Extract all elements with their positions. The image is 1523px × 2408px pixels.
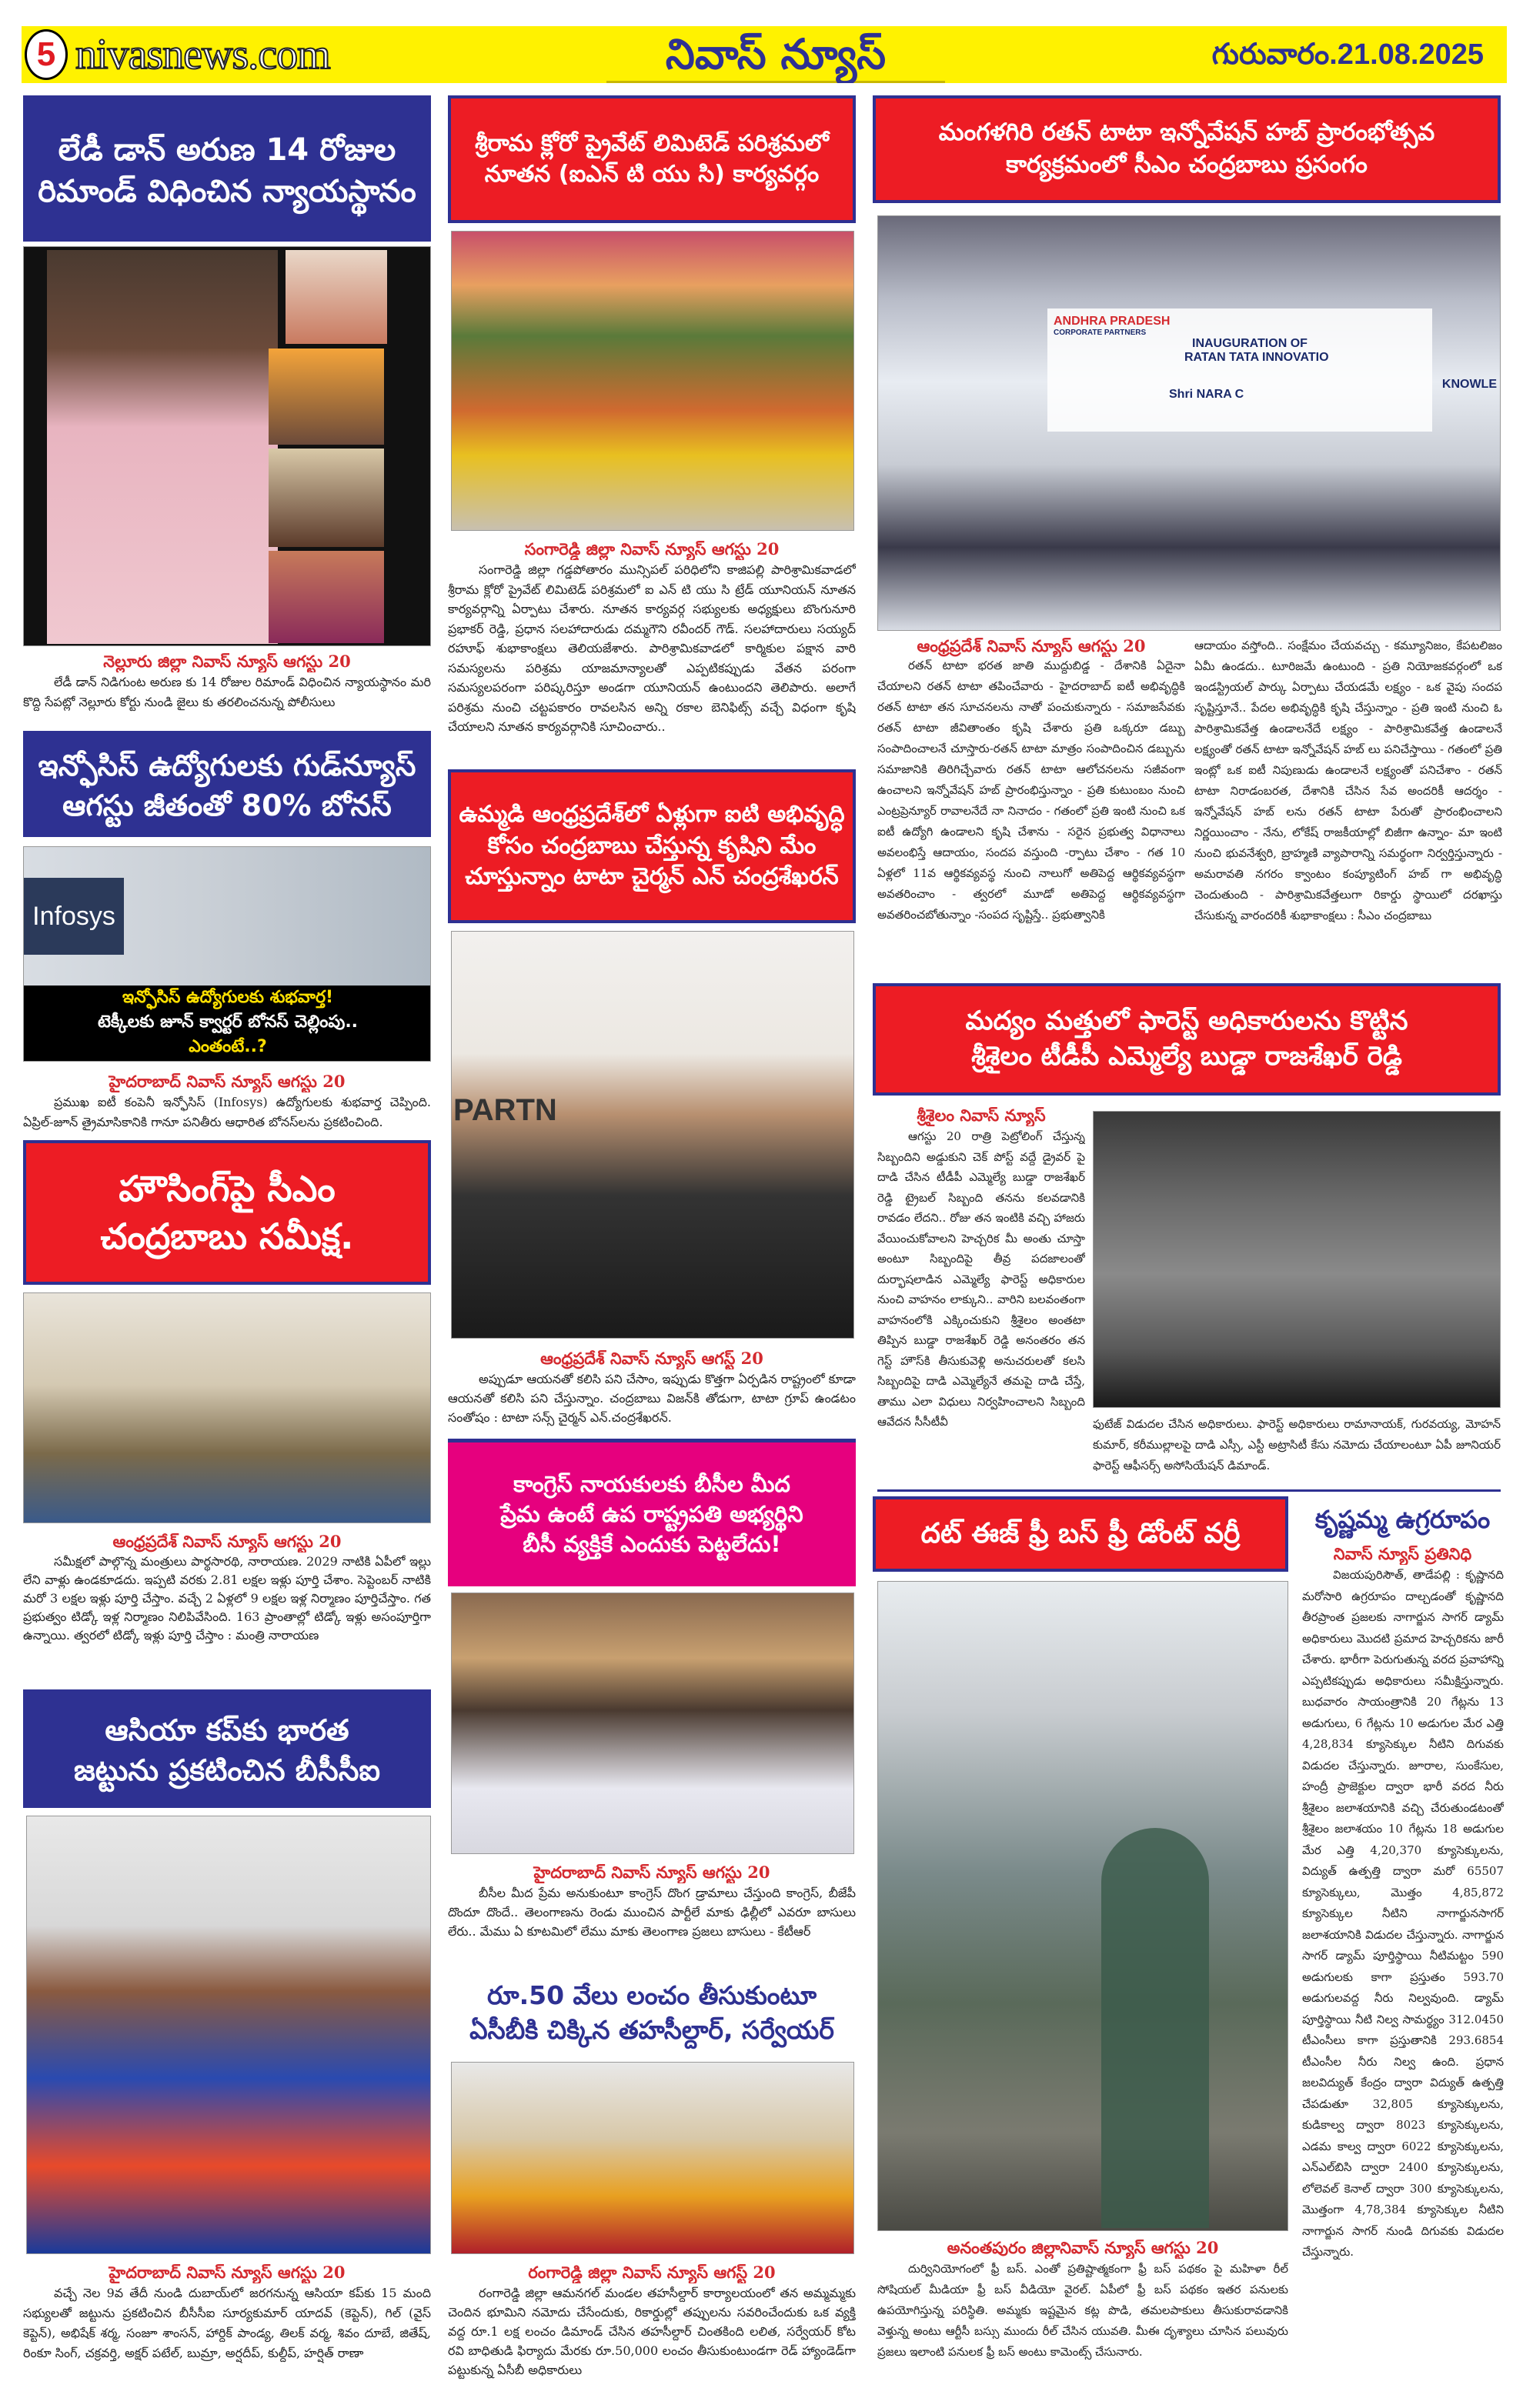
issue-date: గురువారం.21.08.2025 bbox=[1211, 38, 1484, 71]
banner-text: ANDHRA PRADESH bbox=[1054, 315, 1171, 328]
headline-line: కృష్ణమ్మ ఉగ్రరూపం bbox=[1314, 1505, 1491, 1535]
banner-text: KNOWLE bbox=[1441, 378, 1497, 391]
headline-housing bbox=[23, 1140, 431, 1285]
headline-line: ఉమ్మడి ఆంధ్రప్రదేశ్‌లో ఏళ్లుగా ఐటి అభివృద్ధి bbox=[459, 801, 845, 829]
byline: ఆంధ్రప్రదేశ్ నివాస్ న్యూస్ ఆగస్ట్ 20 bbox=[540, 1349, 763, 1368]
banner-text: INAUGURATION OF bbox=[1192, 337, 1308, 350]
headline-chandrasekaran bbox=[448, 769, 856, 923]
article-body: ఆగస్టు 20 రాత్రి పెట్రోలింగ్ చేస్తున్న సిబ్బందిని అడ్డుకుని చెక్ పోస్ట్ వద్దే డ్రైవర్ పై దాడి చేసిన టీడీపీ ఎమ్మెల్యే బుడ్డా రాజశేఖర్ రెడ్డి ట్రైబల్ సిబ్బంది తనను కలవడానికి రావడం లేదని.. రోజు తన ఇంటికి వచ్చి హాజరు వేయించుకోవాలని హెచ్చరిక మీ అంతు చూస్తా అంటూ సిబ్బందిపై తీవ్ర పదజాలంతో దుర్భాషలాడిన ఎమ్మెల్యే ఫారెస్ట్ అధికారుల నుంచి వాహనం లాక్కుని.. వారిని బలవంతంగా వాహనంలోకి ఎక్కించుకుని శ్రీశైలం అంతటా తిప్పిన బుడ్డా రాజశేఖర్ రెడ్డి అనంతరం తన గెస్ట్ హౌస్‌కి తీసుకువెళ్లి అనుచరులతో కలసి సిబ్బందిపై దాడి ఎమ్మెల్యేనే తమపై దాడి చేస్తే, తాము ఎలా విధులు నిర్వహించాలని సిబ్బంది ఆవేదన సీసీటీవీ bbox=[877, 1129, 1085, 1429]
photo-housing-review bbox=[23, 1292, 431, 1523]
headline-line: కోసం చంద్రబాబు చేస్తున్న కృషిని మేం bbox=[487, 832, 817, 859]
headline-asia-cup bbox=[23, 1689, 431, 1808]
byline: హైదరాబాద్ నివాస్ న్యూస్ ఆగస్టు 20 bbox=[109, 1072, 346, 1091]
image-caption-line: ఇన్ఫోసిస్ ఉద్యోగులకు శుభవార్త! bbox=[122, 988, 334, 1007]
headline-line: మంగళగిరి రతన్ టాటా ఇన్నోవేషన్ హబ్ ప్రారంభోత్సవ bbox=[938, 118, 1435, 147]
headline-line: ప్రేమ ఉంటే ఉప రాష్ట్రపతి అభ్యర్థిని bbox=[500, 1500, 803, 1527]
article-body-continued: ఫుటేజ్ విడుదల చేసిన అధికారులు. ఫారెస్ట్ అధికారులు రామానాయక్, గురవయ్య, మోహన్ కుమార్, కరీముల్లాలపై దాడి ఎస్సీ, ఎస్టీ అట్రాసిటీ కేసు నమోదు చేయాలంటూ ఏపీ జూనియర్ ఫారెస్ట్ ఆఫీసర్స్ అసోసియేషన్ డిమాండ్. bbox=[1093, 1417, 1501, 1472]
headline-line: మద్యం మత్తులో ఫారెస్ట్ అధికారులను కొట్టిన bbox=[965, 1006, 1408, 1037]
article-body: అప్పుడూ ఆయనతో కలిసి పని చేసాం, ఇప్పుడు కొత్తగా ఏర్పడిన రాష్ట్రంలో కూడా ఆయనతో కలిసి పని చేస్తున్నాం. చంద్రబాబు విజన్‌కి తోడుగా, టాటా గ్రూప్ ఉండటం సంతోషం : టాటా సన్స్ చైర్మన్ ఎన్.చంద్రశేఖరన్. bbox=[448, 1372, 856, 1425]
headline-congress-bc bbox=[448, 1439, 856, 1586]
article-body: ప్రముఖ ఐటీ కంపెనీ ఇన్ఫోసిస్ (Infosys) ఉద్యోగులకు శుభవార్త చెప్పింది. ఏప్రిల్-జూన్ త్రైమాసికానికి గానూ పనితీరు ఆధారిత బోనస్‌లను ప్రకటించింది. bbox=[23, 1095, 431, 1129]
headline-srisailam-mla bbox=[873, 983, 1501, 1096]
article-body: లేడీ డాన్ నిడిగుంట అరుణ కు 14 రోజుల రిమాండ్ విధించిన న్యాయస్థానం మరి కొద్ది సేపట్లో నెల్లూరు కోర్టు నుండి జైలు కు తరలించనున్న పోలీసులు bbox=[23, 675, 431, 709]
image-caption-line: టెక్కీలకు జూన్ క్వార్టర్ బోనస్ చెల్లింపు.. bbox=[97, 1012, 359, 1032]
headline-line: రూ.50 వేలు లంచం తీసుకుంటూ bbox=[486, 1980, 817, 2011]
article-body: సంగారెడ్డి జిల్లా గడ్డపోతారం మున్సిపల్ పరిధిలోని కాజిపల్లి పారిశ్రామికవాడలో శ్రీరామ క్లోరో ప్రైవేట్ లిమిటెడ్ పరిశ్రమలో ఐ ఎన్ టి యు సి ట్రేడ్ యూనియన్ నూతన కార్యవర్గాన్ని ఏర్పాటు చేశారు. నూతన కార్యవర్గ సభ్యులకు అధ్యక్షులు బొంగునూరి ప్రభాకర్ రెడ్డి, ప్రధాన సలహాదారుడు దమ్మగౌని రవీందర్ గౌడ్. సలహాదారులు సయ్యద్ రహూఫ్ శుభాకాంక్షలు తెలియజేశారు. పారిశ్రామికవాడలో కార్మికుల పక్షాన వారి సమస్యలను పరిశ్రమ యాజమాన్యాలతో ఎప్పటికప్పుడు వేతన పరంగా సమస్యలపరంగా పరిష్కరిస్తూ అండగా యూనియన్ ఉంటుందని తెలిపారు. అలాగే పరిశ్రమ నుంచి చట్టపకారం రావలసిన అన్ని రకాల బెనిఫిట్స్ వచ్చే విధంగా కృషి చేయాలని నూతన కార్యవర్గానికి సూచించారు.. bbox=[448, 562, 856, 734]
newspaper-title: నివాస్ న్యూస్ bbox=[606, 26, 945, 83]
photo-cm-speech bbox=[877, 215, 1501, 631]
masthead bbox=[22, 26, 1507, 83]
photo-main-portrait bbox=[47, 250, 278, 644]
headline-acb bbox=[448, 1971, 856, 2056]
photo-chandrasekaran bbox=[451, 931, 854, 1339]
banner-text: RATAN TATA INNOVATIO bbox=[1184, 351, 1329, 364]
headline-line: దట్ ఈజ్ ఫ్రీ బస్ ఫ్రీ డోంట్ వర్రీ bbox=[920, 1517, 1241, 1549]
headline-line: బీసీ వ్యక్తికే ఎందుకు పెట్టలేదు! bbox=[523, 1531, 781, 1558]
headline-line: జట్టును ప్రకటించిన బీసీసీఐ bbox=[73, 1753, 381, 1787]
headline-line: చంద్రబాబు సమీక్ష. bbox=[100, 1216, 354, 1257]
byline: నివాస్ న్యూస్ ప్రతినిధి bbox=[1333, 1544, 1472, 1563]
banner-text: CORPORATE PARTNERS bbox=[1054, 329, 1147, 337]
photo-thumb bbox=[286, 250, 387, 344]
photo-cricketer bbox=[26, 1816, 431, 2254]
photo-cctv-footage bbox=[1093, 1111, 1501, 1408]
headline-line: ఇన్ఫోసిస్ ఉద్యోగులకు గుడ్‌న్యూస్ bbox=[38, 749, 416, 783]
byline: ఆంధ్రప్రదేశ్ నివాస్ న్యూస్ ఆగస్టు 20 bbox=[112, 1532, 342, 1551]
headline-krishnamma bbox=[1301, 1496, 1505, 1544]
photo-acb-accused bbox=[451, 2062, 854, 2254]
person-silhouette bbox=[1101, 1828, 1209, 2228]
headline-lady-don bbox=[23, 95, 431, 242]
headline-line: హౌసింగ్‌పై సీఎం bbox=[119, 1167, 336, 1209]
headline-line: ఆసియా కప్‌కు భారత bbox=[105, 1713, 349, 1748]
headline-line: కార్యక్రమంలో సీఎం చంద్రబాబు ప్రసంగం bbox=[1006, 151, 1368, 178]
headline-line: రిమాండ్ విధించిన న్యాయస్థానం bbox=[38, 173, 416, 209]
page-number: 5 bbox=[25, 29, 68, 80]
headline-line: శ్రీరామ క్లోరో ప్రైవేట్ లిమిటెడ్ పరిశ్రమలో bbox=[475, 129, 829, 157]
headline-ratan-tata-hub bbox=[873, 95, 1501, 203]
article-body: బీసీల మీద ప్రేమ అనుకుంటూ కాంగ్రెస్ దొంగ డ్రామాలు చేస్తుంది కాంగ్రెస్, బీజేపీ దొందూ దొందే.. తెలంగాణను రెండు ముంచిన పార్టీలే మాకు ఢిల్లీలో ఎవరూ బాసులు లేరు.. మేము ఏ కూటమిలో లేము మాకు తెలంగాణ ప్రజలు బాసులు - కేటీఆర్ bbox=[448, 1886, 856, 1939]
headline-line: ఆగస్టు జీతంతో 80% బోనస్ bbox=[62, 788, 392, 822]
site-name[interactable]: nivasnews.com bbox=[75, 31, 330, 78]
headline-line: లేడీ డాన్ అరుణ 14 రోజుల bbox=[58, 132, 396, 168]
photo-union-members bbox=[451, 231, 854, 531]
headline-line: నూతన (ఐఎన్ టి యు సి) కార్యవర్గం bbox=[484, 161, 820, 188]
headline-line: చూస్తున్నాం టాటా చైర్మన్ ఎన్ చంద్రశేఖరన్ bbox=[465, 863, 839, 891]
byline: రంగారెడ్డి జిల్లా నివాస్ న్యూస్ ఆగస్ట్ 20 bbox=[528, 2263, 776, 2282]
byline: నెల్లూరు జిల్లా నివాస్ న్యూస్ ఆగస్టు 20 bbox=[103, 652, 351, 671]
byline: అనంతపురం జిల్లానివాస్ న్యూస్ ఆగస్టు 20 bbox=[947, 2238, 1219, 2257]
photo-lady-don-collage bbox=[23, 246, 431, 646]
infosys-logo: Infosys bbox=[24, 878, 124, 955]
headline-line: కాంగ్రెస్ నాయకులకు బీసీల మీద bbox=[513, 1470, 790, 1497]
article-body: విజయపురిసౌత్, తాడేపల్లి : కృష్ణానది మరోసారి ఉగ్రరూపం దాల్చడంతో కృష్ణానది తీరప్రాంత ప్రజలకు నాగార్జున సాగర్ డ్యామ్ అధికారులు మొదటి ప్రమాద హెచ్చరికను జారీ చేశారు. భారీగా పెరుగుతున్న వరద ప్రవాహాన్ని ఎప్పటికప్పుడు అధికారులు సమీక్షిస్తున్నారు. బుధవారం సాయంత్రానికి 20 గేట్లను 13 అడుగులు, 6 గేట్లను 10 అడుగుల మేర ఎత్తి 4,28,834 క్యూసెక్కుల నీటిని దిగువకు విడుదల చేస్తున్నారు. జూరాల, సుంకేసుల, హంద్రీ ప్రాజెక్టుల ద్వారా భారీ వరద నీరు శ్రీశైలం జలాశయానికి వచ్చి చేరుతుండటంతో శ్రీశైలం జలాశయం 10 గేట్లను 18 అడుగుల మేర ఎత్తి 4,20,370 క్యూసెక్కులను, విద్యుత్ ఉత్పత్తి ద్వారా మరో 65507 క్యూసెక్కులు, మొత్తం 4,85,872 క్యూసెక్కుల నీటిని నాగార్జునసాగర్ జలాశయానికి విడుదల చేస్తున్నారు. నాగార్జున సాగర్ డ్యామ్ పూర్తిస్థాయి నీటిమట్టం 590 అడుగులకు కాగా ప్రస్తుతం 593.70 అడుగులవద్ద నీరు నిల్వవుంది. డ్యామ్ పూర్తిస్థాయి నీటి నిల్వ సామర్థ్యం 312.0450 టీఎంసీలు కాగా ప్రస్తుతానికి 293.6854 టీఎంసీల నీరు నిల్వ ఉంది. ప్రధాన జలవిద్యుత్ కేంద్రం ద్వారా విద్యుత్ ఉత్పత్తి చేపడుతూ 32,805 క్యూసెక్కులను, కుడికాల్వ ద్వారా 8023 క్యూసెక్కులను, ఎడమ కాల్వ ద్వారా 6022 క్యూసెక్కులను, ఎన్ఎల్‌బిసి ద్వారా 2400 క్యూసెక్కులను, లోలెవల్ కెనాల్ ద్వారా 300 క్యూసెక్కులను, మొత్తంగా 4,78,384 క్యూసెక్కుల నీటిని నాగార్జున సాగర్ నుండి దిగువకు విడుదల చేస్తున్నారు. bbox=[1302, 1568, 1504, 2259]
backdrop-text: PARTN bbox=[453, 1093, 557, 1127]
article-body: దుర్వినియోగంలో ఫ్రీ బస్. ఎంతో ప్రతిష్టాత్మకంగా ఫ్రీ బస్ పథకం పై మహిళా రీల్ సోషియల్ మీడియా ఫ్రీ బస్ వీడియో వైరల్. ఏపీలో ఫ్రీ బస్ పథకం ఇతర పనులకు ఉపయోగిస్తున్న పరిస్థితి. అమ్మకు ఇష్టమైన కట్ల పొడి, తమలపాకులు తీసుకురావడానికి వెళ్తున్న అంటు ఆర్టీసీ బస్సు ముందు రీల్ చేసిన యువతి. మీఈ దృశ్యాలు చూసిన పలువురు ప్రజలు ఇలాంటి పనులక ఫ్రీ బస్ అంటు కామెంట్స్ చేసునారు. bbox=[877, 2262, 1288, 2359]
photo-thumb bbox=[269, 551, 384, 643]
article-body: సమీక్షలో పాల్గొన్న మంత్రులు పార్థసారథి, నారాయణ. 2029 నాటికి ఏపీలో ఇల్లు లేని వాళ్లు ఉండకూడదు. ఇప్పటి వరకు 2.81 లక్షల ఇళ్లు పూర్తి చేశాం. సెప్టెంబర్ నాటికి మరో 3 లక్షల ఇళ్లు పూర్తి చేస్తాం. వచ్చే 2 ఏళ్లలో 9 లక్షల ఇళ్ల నిర్మాణం పూర్తిచేస్తాం. గత ప్రభుత్వం టిడ్కో ఇళ్ల నిర్మాణం నిలిపివేసింది. 163 ప్రాంతాల్లో టిడ్కో ఇళ్లు అసంపూర్తిగా ఉన్నాయి. త్వరలో టిడ్కో ఇళ్లు పూర్తి చేస్తాం : మంత్రి నారాయణ bbox=[23, 1554, 431, 1643]
image-caption-line: ఎంతంటే..? bbox=[189, 1037, 267, 1056]
headline-line: శ్రీశైలం టీడీపీ ఎమ్మెల్యే బుడ్డా రాజశేఖర్ రెడ్డి bbox=[971, 1041, 1402, 1072]
headline-line: ఏసీబీకి చిక్కిన తహసీల్దార్, సర్వేయర్ bbox=[469, 2015, 834, 2045]
headline-sriram-chloro bbox=[448, 95, 856, 223]
article-body: రంగారెడ్డి జిల్లా ఆమనగల్ మండల తహసీల్దార్ కార్యాలయంలో తన అమ్మమ్మకు చెందిన భూమిని నమోదు చేసేందుకు, రికార్డుల్లో తప్పులను సవరించేందుకు ఒక వ్యక్తి వద్ద రూ.1 లక్ష లంచం డిమాండ్ చేసిన తహసీల్దార్ చింతకింది లలిత, సర్వేయర్ కోట రవి బాధితుడి ఫిర్యాదు మేరకు రూ.50,000 లంచం తీసుకుంటుండగా రెడ్ హ్యాండెడ్‌గా పట్టుకున్న ఏసీబీ అధికారులు bbox=[448, 2286, 856, 2377]
byline: ఆంధ్రప్రదేశ్ నివాస్ న్యూస్ ఆగస్టు 20 bbox=[917, 636, 1146, 655]
photo-free-bus-reel bbox=[877, 1581, 1288, 2231]
photo-infosys bbox=[23, 846, 431, 1062]
byline: హైదరాబాద్ నివాస్ న్యూస్ ఆగస్టు 20 bbox=[533, 1863, 770, 1882]
photo-ktr bbox=[451, 1593, 854, 1854]
article-body-col1: రతన్ టాటా భరత జాతి ముద్దుబిడ్డ - దేశానికి ఏదైనా చేయాలని రతన్ టాటా తపించేవారు - హైదరాబాద్ ఐటీ అభివృద్ధికి రతన్ టాటా తన సూచనలను నాతో పంచుకున్నారు - సమాజసేవకు రతన్ టాటా జీవితాంతం కృషి చేశారు ప్రతి ఒక్కరూ డబ్బు సంపాదించాలనే చూస్తారు-రతన్ టాటా మాత్రం సంపాదించిన డబ్బును సమాజానికి తిరిగిచ్చేవారు రతన్ టాటా ఆలోచనలను సజీవంగా ఉంచాలని ఇన్నోవేషన్ హబ్ ప్రారంభిస్తున్నాం - ప్రతి కుటుంబం నుంచి ఎంట్రప్రెన్యూర్ రావాలనేదే నా నినాదం - గతంలో ప్రతి ఇంటి నుంచి ఒక ఐటీ ఉద్యోగి ఉండాలని కృషి చేశాను - సరైన ప్రభుత్వ విధానాలు అవలంభిస్తే ఆదాయం, సందప వస్తుంది -ర్పాటు చేశాం - గత 10 ఏళ్లలో 11వ ఆర్థికవ్యవస్థ నుంచి నాలుగో అతిపెద్ద ఆర్థికవ్యవస్థగా అవతరించాం - త్వరలో మూడో అతిపెద్ద ఆర్థికవ్యవస్థగా అవతరించబోతున్నాం -సంపద సృష్టిస్తే.. ప్రభుత్వానికి bbox=[877, 659, 1185, 922]
photo-thumb bbox=[269, 449, 384, 547]
byline: శ్రీశైలం నివాస్ న్యూస్ bbox=[917, 1106, 1046, 1125]
banner-text: Shri NARA C bbox=[1169, 388, 1244, 401]
headline-infosys bbox=[23, 731, 431, 837]
article-body: వచ్చే నెల 9వ తేదీ నుండి దుబాయ్‌లో జరగనున్న ఆసియా కప్‌కు 15 మంది సభ్యులతో జట్టును ప్రకటించిన బీసీసీఐ సూర్యకుమార్ యాదవ్ (కెప్టెన్), గిల్ (వైస్ కెప్టెన్), అభిషేక్ శర్మ, సంజూ శాంసన్, హార్దిక్ పాండ్య, తిలక్ వర్మ, శివం దూబే, జితేష్, రింకూ సింగ్, చక్రవర్తి, అక్షర్ పటేల్, బుమ్రా, అర్షదీప్, కుల్దీప్, హర్షిత్ రాణా bbox=[23, 2286, 431, 2360]
section-divider bbox=[877, 1489, 1501, 1492]
byline: హైదరాబాద్ నివాస్ న్యూస్ ఆగస్టు 20 bbox=[109, 2263, 346, 2282]
photo-thumb bbox=[269, 349, 384, 445]
byline: సంగారెడ్డి జిల్లా నివాస్ న్యూస్ ఆగస్టు 20 bbox=[524, 539, 780, 559]
headline-free-bus bbox=[873, 1496, 1288, 1572]
article-body-col2: ఆదాయం వస్తోంది.. సంక్షేమం చేయవచ్చు - కమ్యూనిజం, కేపటలిజం ఏమీ ఉండదు.. టూరిజమే ఉంటుంది - ప్రతి నియోజకవర్గంలో ఒక ఇండస్ట్రియల్ పార్కు ఏర్పాటు చేయడమే లక్ష్యం - ఒక వైపు సందప సృష్టిస్తూనే.. పేదల అభివృద్ధికి కృషి చేస్తున్నాం - ప్రతి ఇంటి నుంచి ఓ పారిశ్రామికవేత్త ఉండాలనేదే లక్ష్యం - పారిశ్రామికవేత్త ఉండాలనే లక్ష్యంతో రతన్ టాటా ఇన్నోవేషన్ హబ్ లు పనిచేస్తాయి - గతంలో ప్రతి ఇంట్లో ఒక ఐటీ నిపుణుడు ఉండాలనే లక్ష్యంతో పనిచేశాం - రతన్ టాటా నిరాడంబరత, దేశానికి చేసిన సేవ అందరికీ ఆదర్శం - ఇన్నోవేషన్ హబ్ లను రతన్ టాటా పేరుతో ప్రారంభించాలని నిర్ణయించాం - నేను, లోకేష్ రాజకీయాల్లో బిజీగా ఉన్నాం- మా ఇంటి నుంచి భువనేశ్వరి, బ్రాహ్మణి వ్యాపారాన్ని సమర్థంగా నిర్వర్తిస్తున్నారు - అమరావతి నగరం క్వాంటం కంప్యూటింగ్ హబ్ గా అభివృద్ధి చెందుతుంది - పారిశ్రామికవేత్తలుగా రికార్డు స్థాయిలో దరఖాస్తు చేసుకున్న వారందరికీ శుభాకాంక్షలు : సీఎం చంద్రబాబు bbox=[1194, 639, 1502, 922]
